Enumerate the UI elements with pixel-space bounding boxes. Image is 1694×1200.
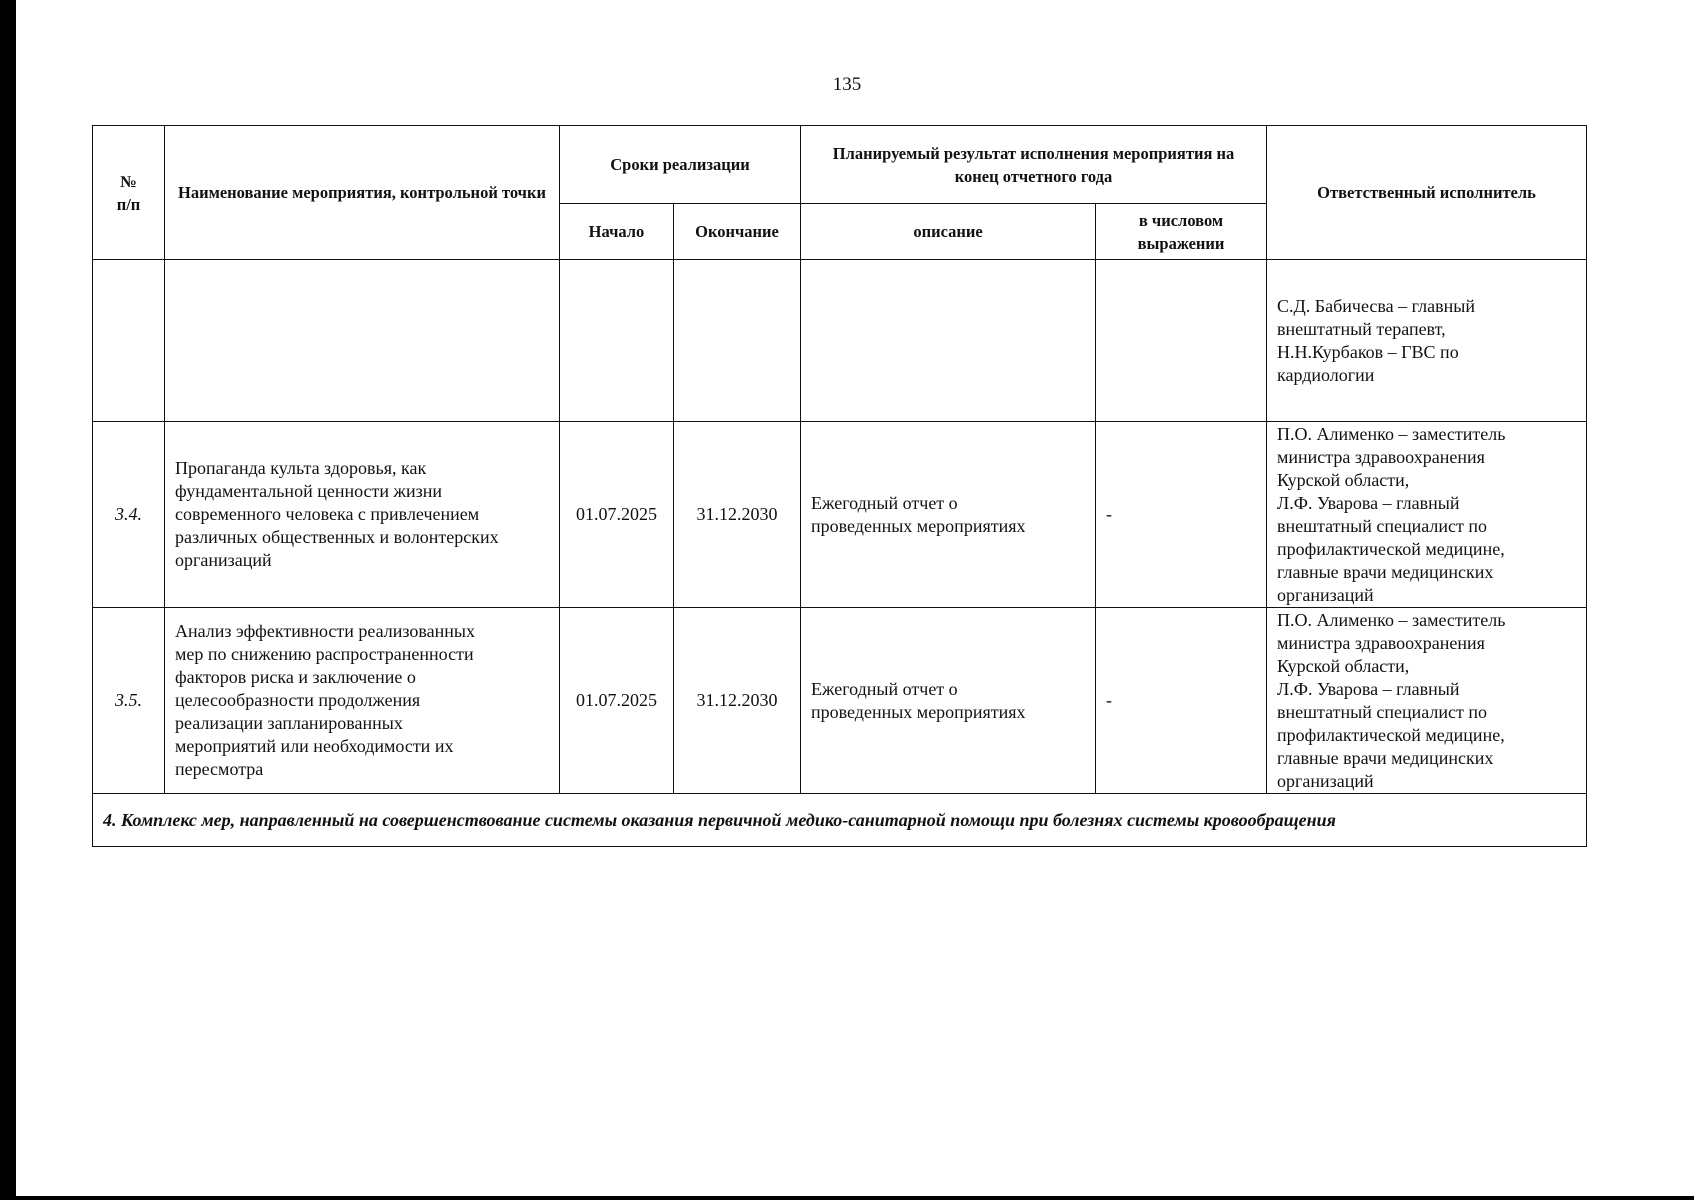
row-responsible xyxy=(1267,608,1587,794)
section-row xyxy=(93,794,1587,847)
name-line: факторов риска и заключение о xyxy=(175,667,416,687)
row-responsible xyxy=(1267,260,1587,422)
header-start: Начало xyxy=(560,204,674,260)
name-line: Анализ эффективности реализованных xyxy=(175,621,475,641)
responsible-line: министра здравоохранения xyxy=(1277,446,1485,467)
responsible-line: Н.Н.Курбаков – ГВС по xyxy=(1277,341,1459,362)
name-line: организаций xyxy=(175,550,272,570)
name-line: реализации запланированных xyxy=(175,713,403,733)
responsible-line: Курской области, xyxy=(1277,655,1410,676)
row-desc xyxy=(801,260,1096,422)
responsible-line: П.О. Алименко – заместитель xyxy=(1277,609,1506,630)
row-end: 31.12.2030 xyxy=(674,422,801,608)
responsible-line: организаций xyxy=(1277,584,1374,605)
responsible-line: внештатный терапевт, xyxy=(1277,318,1446,339)
desc-line: проведенных мероприятиях xyxy=(811,701,1026,722)
responsible-line: министра здравоохранения xyxy=(1277,632,1485,653)
name-line: мероприятий или необходимости их xyxy=(175,736,454,756)
name-line: целесообразности продолжения xyxy=(175,690,421,710)
desc-line: Ежегодный отчет о xyxy=(811,678,958,699)
page-number: 135 xyxy=(832,74,862,95)
row-name xyxy=(165,422,560,608)
header-num-line2: п/п xyxy=(116,194,141,214)
header-dates: Сроки реализации xyxy=(560,126,801,204)
row-numeric xyxy=(1096,260,1267,422)
row-end: 31.12.2030 xyxy=(674,608,801,794)
row-num xyxy=(93,260,165,422)
row-name xyxy=(165,608,560,794)
responsible-line: профилактической медицине, xyxy=(1277,538,1505,559)
responsible-line: профилактической медицине, xyxy=(1277,724,1505,745)
table-row xyxy=(93,422,1587,608)
responsible-line: главные врачи медицинских xyxy=(1277,561,1494,582)
responsible-line: кардиологии xyxy=(1277,364,1375,385)
row-numeric: - xyxy=(1096,608,1267,794)
measures-table xyxy=(92,125,1587,847)
table-row xyxy=(93,608,1587,794)
row-desc xyxy=(801,608,1096,794)
header-num xyxy=(93,126,165,260)
row-num: 3.4. xyxy=(93,422,165,608)
responsible-line: Л.Ф. Уварова – главный xyxy=(1277,678,1460,699)
row-start xyxy=(560,260,674,422)
scan-edge-bottom xyxy=(0,1196,1694,1200)
scan-edge-left xyxy=(0,0,16,1200)
name-line: мер по снижению распространенности xyxy=(175,644,474,664)
row-name xyxy=(165,260,560,422)
header-numeric: в числовом выражении xyxy=(1096,204,1267,260)
row-desc xyxy=(801,422,1096,608)
responsible-line: С.Д. Бабичесва – главный xyxy=(1277,295,1475,316)
responsible-line: внештатный специалист по xyxy=(1277,515,1487,536)
row-start: 01.07.2025 xyxy=(560,422,674,608)
header-desc: описание xyxy=(801,204,1096,260)
responsible-line: Л.Ф. Уварова – главный xyxy=(1277,492,1460,513)
row-end xyxy=(674,260,801,422)
header-result: Планируемый результат исполнения мероприятия на конец отчетного года xyxy=(801,126,1267,204)
header-end: Окончание xyxy=(674,204,801,260)
row-responsible xyxy=(1267,422,1587,608)
header-responsible: Ответственный исполнитель xyxy=(1267,126,1587,260)
responsible-line: Курской области, xyxy=(1277,469,1410,490)
responsible-line: внештатный специалист по xyxy=(1277,701,1487,722)
responsible-line: П.О. Алименко – заместитель xyxy=(1277,423,1506,444)
name-line: современного человека с привлечением xyxy=(175,504,480,524)
header-name: Наименование мероприятия, контрольной точки xyxy=(165,126,560,260)
header-num-line1: № xyxy=(120,171,137,191)
responsible-line: главные врачи медицинских xyxy=(1277,747,1494,768)
desc-line: проведенных мероприятиях xyxy=(811,515,1026,536)
name-line: фундаментальной ценности жизни xyxy=(175,481,442,501)
row-num: 3.5. xyxy=(93,608,165,794)
name-line: различных общественных и волонтерских xyxy=(175,527,499,547)
name-line: пересмотра xyxy=(175,759,264,779)
responsible-line: организаций xyxy=(1277,770,1374,791)
desc-line: Ежегодный отчет о xyxy=(811,492,958,513)
row-start: 01.07.2025 xyxy=(560,608,674,794)
name-line: Пропаганда культа здоровья, как xyxy=(175,458,427,478)
row-numeric: - xyxy=(1096,422,1267,608)
table-row xyxy=(93,260,1587,422)
section-title: 4. Комплекс мер, направленный на совершенствование системы оказания первичной медико-санитарной помощи при болезнях системы кровообращения xyxy=(93,794,1587,847)
